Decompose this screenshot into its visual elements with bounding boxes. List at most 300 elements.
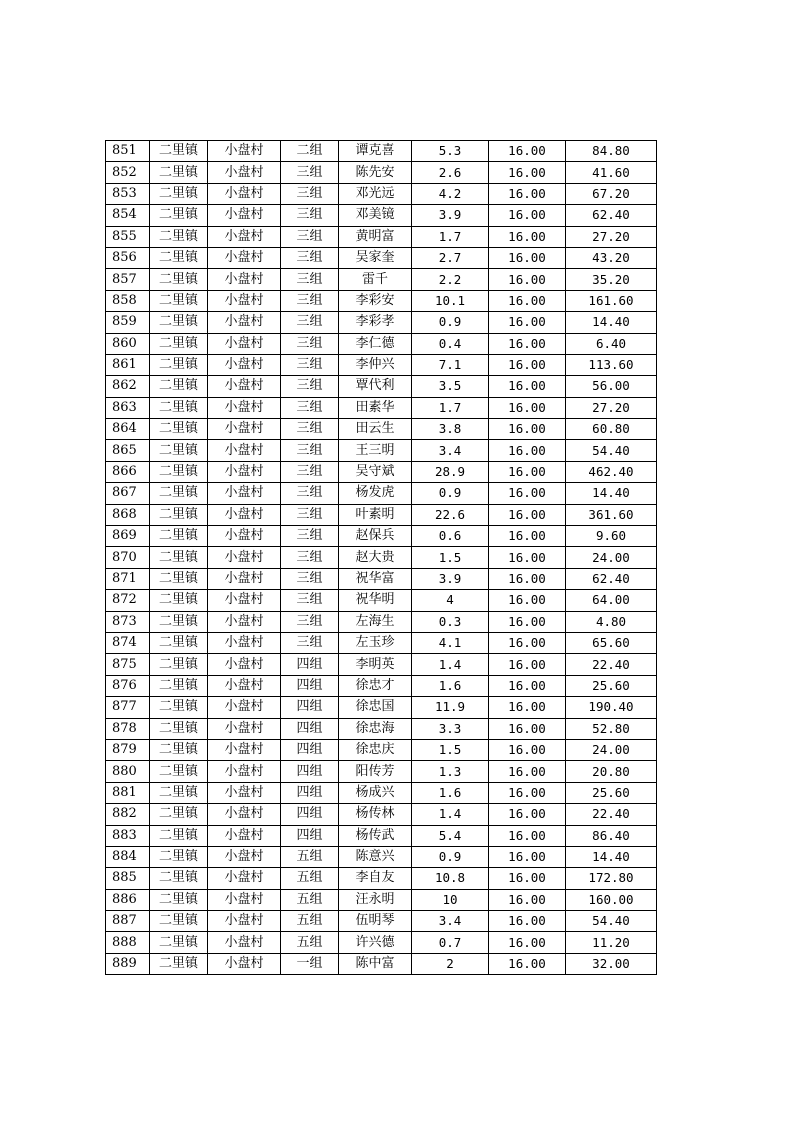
amount-cell: 14.40 [566,483,657,504]
name-cell: 赵保兵 [339,526,412,547]
area-cell: 1.4 [412,654,489,675]
amount-cell: 9.60 [566,526,657,547]
area-cell: 0.6 [412,526,489,547]
amount-cell: 113.60 [566,354,657,375]
table-row [106,504,657,525]
row-number-cell: 851 [106,141,150,162]
table-row [106,226,657,247]
name-cell: 阳传芳 [339,761,412,782]
name-cell: 邓美镜 [339,205,412,226]
rate-cell: 16.00 [489,290,566,311]
table-row [106,183,657,204]
table-row [106,483,657,504]
rate-cell: 16.00 [489,162,566,183]
row-number-cell: 881 [106,782,150,803]
village-cell: 小盘村 [208,932,281,953]
village-cell: 小盘村 [208,697,281,718]
village-cell: 小盘村 [208,483,281,504]
area-cell: 5.4 [412,825,489,846]
area-cell: 22.6 [412,504,489,525]
rate-cell: 16.00 [489,868,566,889]
village-cell: 小盘村 [208,162,281,183]
village-cell: 小盘村 [208,226,281,247]
town-cell: 二里镇 [150,205,208,226]
amount-cell: 60.80 [566,419,657,440]
area-cell: 4.1 [412,632,489,653]
row-number-cell: 872 [106,590,150,611]
group-cell: 四组 [281,654,339,675]
table-row [106,718,657,739]
group-cell: 三组 [281,461,339,482]
rate-cell: 16.00 [489,889,566,910]
group-cell: 四组 [281,718,339,739]
area-cell: 1.6 [412,675,489,696]
data-table [105,140,657,975]
amount-cell: 4.80 [566,611,657,632]
name-cell: 许兴德 [339,932,412,953]
area-cell: 1.7 [412,226,489,247]
group-cell: 三组 [281,483,339,504]
table-row [106,376,657,397]
area-cell: 5.3 [412,141,489,162]
rate-cell: 16.00 [489,675,566,696]
row-number-cell: 861 [106,354,150,375]
table-row [106,739,657,760]
town-cell: 二里镇 [150,868,208,889]
town-cell: 二里镇 [150,739,208,760]
area-cell: 3.4 [412,911,489,932]
amount-cell: 20.80 [566,761,657,782]
amount-cell: 62.40 [566,205,657,226]
village-cell: 小盘村 [208,611,281,632]
amount-cell: 67.20 [566,183,657,204]
amount-cell: 14.40 [566,846,657,867]
town-cell: 二里镇 [150,782,208,803]
area-cell: 1.6 [412,782,489,803]
town-cell: 二里镇 [150,547,208,568]
row-number-cell: 862 [106,376,150,397]
table-row [106,312,657,333]
amount-cell: 62.40 [566,568,657,589]
town-cell: 二里镇 [150,953,208,974]
name-cell: 李彩安 [339,290,412,311]
rate-cell: 16.00 [489,397,566,418]
area-cell: 2 [412,953,489,974]
table-row [106,333,657,354]
town-cell: 二里镇 [150,461,208,482]
row-number-cell: 877 [106,697,150,718]
village-cell: 小盘村 [208,290,281,311]
row-number-cell: 853 [106,183,150,204]
village-cell: 小盘村 [208,654,281,675]
row-number-cell: 889 [106,953,150,974]
area-cell: 0.9 [412,312,489,333]
amount-cell: 462.40 [566,461,657,482]
town-cell: 二里镇 [150,932,208,953]
town-cell: 二里镇 [150,226,208,247]
village-cell: 小盘村 [208,718,281,739]
rate-cell: 16.00 [489,547,566,568]
village-cell: 小盘村 [208,312,281,333]
amount-cell: 27.20 [566,397,657,418]
town-cell: 二里镇 [150,632,208,653]
area-cell: 3.8 [412,419,489,440]
table-row [106,953,657,974]
village-cell: 小盘村 [208,397,281,418]
area-cell: 3.9 [412,205,489,226]
group-cell: 五组 [281,868,339,889]
town-cell: 二里镇 [150,162,208,183]
row-number-cell: 858 [106,290,150,311]
town-cell: 二里镇 [150,376,208,397]
village-cell: 小盘村 [208,782,281,803]
area-cell: 1.5 [412,739,489,760]
amount-cell: 361.60 [566,504,657,525]
town-cell: 二里镇 [150,675,208,696]
group-cell: 五组 [281,932,339,953]
rate-cell: 16.00 [489,333,566,354]
area-cell: 1.4 [412,804,489,825]
town-cell: 二里镇 [150,889,208,910]
group-cell: 二组 [281,141,339,162]
amount-cell: 24.00 [566,547,657,568]
amount-cell: 24.00 [566,739,657,760]
village-cell: 小盘村 [208,825,281,846]
row-number-cell: 855 [106,226,150,247]
amount-cell: 11.20 [566,932,657,953]
village-cell: 小盘村 [208,526,281,547]
group-cell: 三组 [281,590,339,611]
rate-cell: 16.00 [489,739,566,760]
rate-cell: 16.00 [489,697,566,718]
rate-cell: 16.00 [489,932,566,953]
rate-cell: 16.00 [489,205,566,226]
town-cell: 二里镇 [150,825,208,846]
row-number-cell: 857 [106,269,150,290]
row-number-cell: 870 [106,547,150,568]
table-row [106,868,657,889]
name-cell: 雷千 [339,269,412,290]
name-cell: 杨成兴 [339,782,412,803]
table-row [106,269,657,290]
table-row [106,611,657,632]
village-cell: 小盘村 [208,183,281,204]
amount-cell: 54.40 [566,440,657,461]
group-cell: 三组 [281,547,339,568]
name-cell: 徐忠国 [339,697,412,718]
town-cell: 二里镇 [150,526,208,547]
rate-cell: 16.00 [489,183,566,204]
table-row [106,290,657,311]
row-number-cell: 882 [106,804,150,825]
name-cell: 吴守斌 [339,461,412,482]
name-cell: 杨发虎 [339,483,412,504]
area-cell: 0.9 [412,846,489,867]
row-number-cell: 884 [106,846,150,867]
name-cell: 徐忠才 [339,675,412,696]
town-cell: 二里镇 [150,312,208,333]
village-cell: 小盘村 [208,590,281,611]
area-cell: 3.3 [412,718,489,739]
name-cell: 李自友 [339,868,412,889]
amount-cell: 172.80 [566,868,657,889]
town-cell: 二里镇 [150,718,208,739]
amount-cell: 41.60 [566,162,657,183]
rate-cell: 16.00 [489,247,566,268]
group-cell: 五组 [281,911,339,932]
area-cell: 3.4 [412,440,489,461]
row-number-cell: 880 [106,761,150,782]
name-cell: 田云生 [339,419,412,440]
town-cell: 二里镇 [150,183,208,204]
area-cell: 1.7 [412,397,489,418]
rate-cell: 16.00 [489,483,566,504]
village-cell: 小盘村 [208,547,281,568]
row-number-cell: 876 [106,675,150,696]
table-row [106,419,657,440]
rate-cell: 16.00 [489,718,566,739]
name-cell: 左海生 [339,611,412,632]
row-number-cell: 859 [106,312,150,333]
row-number-cell: 888 [106,932,150,953]
village-cell: 小盘村 [208,675,281,696]
rate-cell: 16.00 [489,440,566,461]
area-cell: 1.5 [412,547,489,568]
table-row [106,590,657,611]
group-cell: 三组 [281,354,339,375]
rate-cell: 16.00 [489,825,566,846]
area-cell: 10.1 [412,290,489,311]
rate-cell: 16.00 [489,504,566,525]
row-number-cell: 867 [106,483,150,504]
table-row [106,675,657,696]
name-cell: 徐忠庆 [339,739,412,760]
name-cell: 覃代利 [339,376,412,397]
group-cell: 三组 [281,504,339,525]
rate-cell: 16.00 [489,654,566,675]
name-cell: 陈中富 [339,953,412,974]
group-cell: 三组 [281,226,339,247]
group-cell: 三组 [281,376,339,397]
amount-cell: 56.00 [566,376,657,397]
town-cell: 二里镇 [150,333,208,354]
rate-cell: 16.00 [489,953,566,974]
amount-cell: 22.40 [566,804,657,825]
area-cell: 0.4 [412,333,489,354]
name-cell: 李仲兴 [339,354,412,375]
amount-cell: 190.40 [566,697,657,718]
village-cell: 小盘村 [208,269,281,290]
name-cell: 杨传林 [339,804,412,825]
village-cell: 小盘村 [208,868,281,889]
table-row [106,141,657,162]
table-row [106,782,657,803]
table-row [106,461,657,482]
town-cell: 二里镇 [150,568,208,589]
table-row [106,247,657,268]
amount-cell: 43.20 [566,247,657,268]
group-cell: 一组 [281,953,339,974]
village-cell: 小盘村 [208,632,281,653]
town-cell: 二里镇 [150,440,208,461]
town-cell: 二里镇 [150,290,208,311]
rate-cell: 16.00 [489,590,566,611]
group-cell: 三组 [281,312,339,333]
name-cell: 黄明富 [339,226,412,247]
table-row [106,932,657,953]
town-cell: 二里镇 [150,483,208,504]
name-cell: 汪永明 [339,889,412,910]
rate-cell: 16.00 [489,419,566,440]
row-number-cell: 871 [106,568,150,589]
village-cell: 小盘村 [208,440,281,461]
area-cell: 7.1 [412,354,489,375]
rate-cell: 16.00 [489,761,566,782]
group-cell: 三组 [281,632,339,653]
row-number-cell: 874 [106,632,150,653]
row-number-cell: 863 [106,397,150,418]
name-cell: 徐忠海 [339,718,412,739]
name-cell: 吴家奎 [339,247,412,268]
table-row [106,911,657,932]
town-cell: 二里镇 [150,504,208,525]
name-cell: 陈先安 [339,162,412,183]
group-cell: 三组 [281,526,339,547]
name-cell: 祝华明 [339,590,412,611]
name-cell: 李仁德 [339,333,412,354]
village-cell: 小盘村 [208,911,281,932]
name-cell: 谭克喜 [339,141,412,162]
table-row [106,804,657,825]
name-cell: 李彩孝 [339,312,412,333]
row-number-cell: 866 [106,461,150,482]
rate-cell: 16.00 [489,461,566,482]
amount-cell: 54.40 [566,911,657,932]
name-cell: 左玉珍 [339,632,412,653]
name-cell: 杨传武 [339,825,412,846]
table-row [106,761,657,782]
town-cell: 二里镇 [150,846,208,867]
area-cell: 11.9 [412,697,489,718]
rate-cell: 16.00 [489,804,566,825]
town-cell: 二里镇 [150,141,208,162]
rate-cell: 16.00 [489,911,566,932]
rate-cell: 16.00 [489,354,566,375]
row-number-cell: 865 [106,440,150,461]
village-cell: 小盘村 [208,354,281,375]
area-cell: 1.3 [412,761,489,782]
area-cell: 4 [412,590,489,611]
town-cell: 二里镇 [150,804,208,825]
table-row [106,632,657,653]
row-number-cell: 878 [106,718,150,739]
row-number-cell: 887 [106,911,150,932]
group-cell: 三组 [281,419,339,440]
area-cell: 10.8 [412,868,489,889]
group-cell: 四组 [281,675,339,696]
name-cell: 王三明 [339,440,412,461]
group-cell: 三组 [281,333,339,354]
group-cell: 四组 [281,804,339,825]
table-row [106,654,657,675]
name-cell: 赵大贵 [339,547,412,568]
amount-cell: 14.40 [566,312,657,333]
table-row [106,568,657,589]
area-cell: 4.2 [412,183,489,204]
village-cell: 小盘村 [208,461,281,482]
amount-cell: 32.00 [566,953,657,974]
village-cell: 小盘村 [208,333,281,354]
amount-cell: 35.20 [566,269,657,290]
area-cell: 3.5 [412,376,489,397]
town-cell: 二里镇 [150,354,208,375]
area-cell: 10 [412,889,489,910]
group-cell: 三组 [281,162,339,183]
row-number-cell: 869 [106,526,150,547]
area-cell: 0.7 [412,932,489,953]
rate-cell: 16.00 [489,312,566,333]
row-number-cell: 856 [106,247,150,268]
town-cell: 二里镇 [150,911,208,932]
village-cell: 小盘村 [208,804,281,825]
rate-cell: 16.00 [489,611,566,632]
town-cell: 二里镇 [150,654,208,675]
rate-cell: 16.00 [489,782,566,803]
town-cell: 二里镇 [150,419,208,440]
amount-cell: 25.60 [566,782,657,803]
name-cell: 陈意兴 [339,846,412,867]
group-cell: 三组 [281,611,339,632]
name-cell: 伍明琴 [339,911,412,932]
group-cell: 四组 [281,825,339,846]
row-number-cell: 886 [106,889,150,910]
village-cell: 小盘村 [208,504,281,525]
rate-cell: 16.00 [489,846,566,867]
village-cell: 小盘村 [208,141,281,162]
row-number-cell: 879 [106,739,150,760]
amount-cell: 161.60 [566,290,657,311]
name-cell: 邓光远 [339,183,412,204]
name-cell: 田素华 [339,397,412,418]
group-cell: 三组 [281,247,339,268]
row-number-cell: 885 [106,868,150,889]
table-body [106,141,657,975]
table-row [106,440,657,461]
rate-cell: 16.00 [489,376,566,397]
group-cell: 三组 [281,205,339,226]
town-cell: 二里镇 [150,761,208,782]
amount-cell: 22.40 [566,654,657,675]
group-cell: 五组 [281,846,339,867]
village-cell: 小盘村 [208,953,281,974]
group-cell: 四组 [281,697,339,718]
town-cell: 二里镇 [150,697,208,718]
town-cell: 二里镇 [150,269,208,290]
row-number-cell: 854 [106,205,150,226]
row-number-cell: 883 [106,825,150,846]
row-number-cell: 868 [106,504,150,525]
town-cell: 二里镇 [150,611,208,632]
name-cell: 李明英 [339,654,412,675]
amount-cell: 6.40 [566,333,657,354]
row-number-cell: 873 [106,611,150,632]
area-cell: 2.2 [412,269,489,290]
area-cell: 2.6 [412,162,489,183]
amount-cell: 86.40 [566,825,657,846]
group-cell: 三组 [281,290,339,311]
village-cell: 小盘村 [208,568,281,589]
town-cell: 二里镇 [150,590,208,611]
